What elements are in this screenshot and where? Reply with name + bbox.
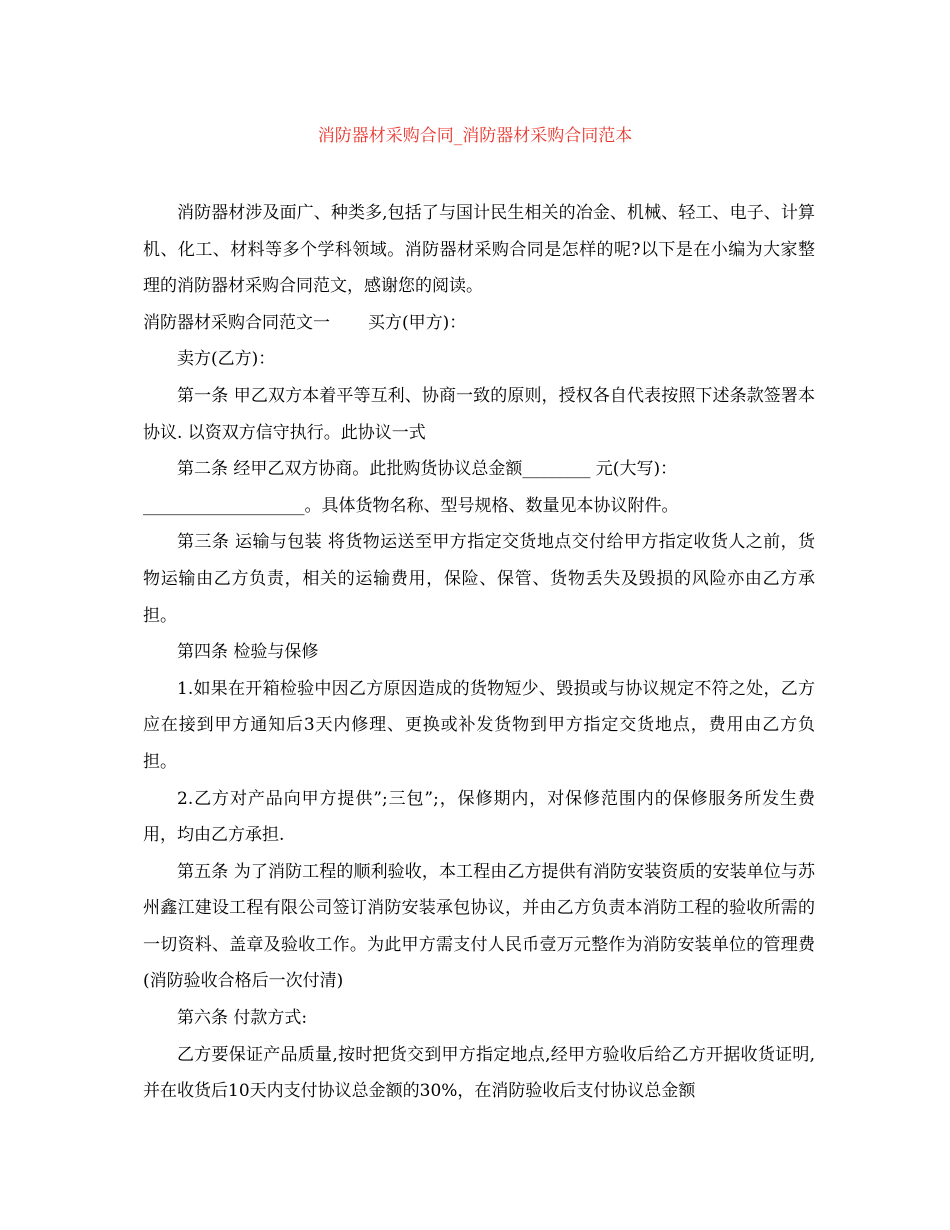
article-3: 第三条 运输与包装 将货物运送至甲方指定交货地点交付给甲方指定收货人之前，货物运输由乙方负责，相关的运输费用，保险、保管、货物丢失及毁损的风险亦由乙方承担。 xyxy=(143,532,815,626)
article-6-text: 乙方要保证产品质量,按时把货交到甲方指定地点,经甲方验收后给乙方开据收货证明,并在收货后10天内支付协议总金额的30%，在消防验收后支付协议总金额 xyxy=(143,1044,815,1102)
article-4-item-1: 1.如果在开箱检验中因乙方原因造成的货物短少、毁损或与协议规定不符之处，乙方应在接到甲方通知后3天内修理、更换或补发货物到甲方指定交货地点，费用由乙方负担。 xyxy=(143,678,815,772)
intro-paragraph: 消防器材涉及面广、种类多,包括了与国计民生相关的冶金、机械、轻工、电子、计算机、化工、材料等多个学科领域。消防器材采购合同是怎样的呢?以下是在小编为大家整理的消防器材采购合同范文，感谢您的阅读。 xyxy=(143,203,815,297)
article-2-line-2: ___________________。具体货物名称、型号规格、数量见本协议附件。 xyxy=(143,495,679,516)
article-4-heading: 第四条 检验与保修 xyxy=(177,642,319,663)
article-1: 第一条 甲乙双方本着平等互利、协商一致的原则，授权各自代表按照下述条款签署本协议. 以资双方信守执行。此协议一式 xyxy=(143,385,815,443)
sample-heading-row xyxy=(143,305,815,342)
seller-label: 卖方(乙方)： xyxy=(177,349,276,370)
document-title: 消防器材采购合同_消防器材采购合同范本 xyxy=(317,126,633,146)
article-4-item-2: 2.乙方对产品向甲方提供”;三包”;，保修期内，对保修范围内的保修服务所发生费用，均由乙方承担. xyxy=(143,788,815,846)
article-2-line-1: 第二条 经甲乙双方协商。此批购货协议总金额________ 元(大写)： xyxy=(177,459,678,480)
document-body xyxy=(143,195,815,1110)
buyer-label: 买方(甲方)： xyxy=(368,312,467,333)
sample-heading: 消防器材采购合同范文一 xyxy=(143,312,330,333)
article-6-heading: 第六条 付款方式: xyxy=(177,1008,308,1029)
article-5: 第五条 为了消防工程的顺利验收，本工程由乙方提供有消防安装资质的安装单位与苏州鑫江建设工程有限公司签订消防安装承包协议，并由乙方负责本消防工程的验收所需的一切资料、盖章及验收工作。为此甲方需支付人民币壹万元整作为消防安装单位的管理费(消防验收合格后一次付清) xyxy=(143,861,815,992)
